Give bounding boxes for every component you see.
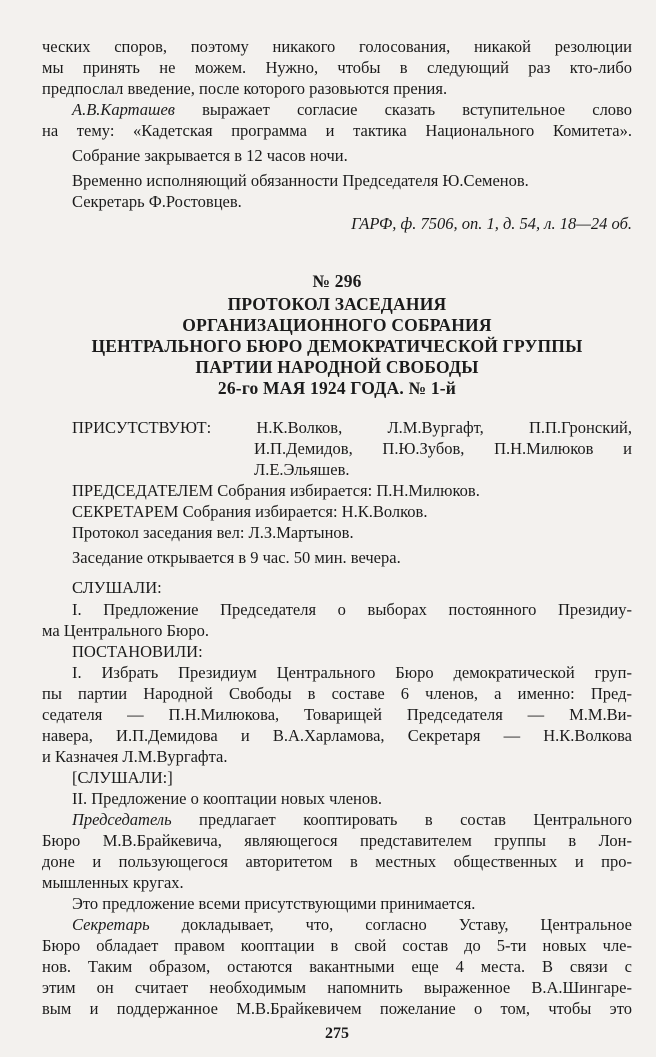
text-line: СЕКРЕТАРЕМ Собрания избирается: Н.К.Волков. (72, 502, 428, 521)
document-title: ПАРТИИ НАРОДНОЙ СВОБОДЫ (195, 357, 479, 377)
text-line: предпослал введение, после которого разовьются прения. (42, 79, 448, 98)
section-heading: ПОСТАНОВИЛИ: (72, 642, 203, 661)
text-line: нов. Таким образом, остаются вакантными еще 4 места. В связи с (42, 957, 632, 976)
text-line: мышленных кругах. (42, 873, 184, 892)
text-line: ПРИСУТСТВУЮТ: Н.К.Волков, Л.М.Вургафт, П.П.Гронский, (72, 418, 632, 437)
speaker-name: А.В.Карташев (72, 100, 175, 119)
text-line: Временно исполняющий обязанности Председателя Ю.Семенов. (72, 171, 529, 190)
text-line: Председатель предлагает кооптировать в состав Центрального (72, 810, 632, 829)
document-title: ЦЕНТРАЛЬНОГО БЮРО ДЕМОКРАТИЧЕСКОЙ ГРУППЫ (91, 336, 583, 356)
text-line: этим он считает необходимым напомнить выраженное В.А.Шингаре- (42, 978, 632, 997)
text-line: Это предложение всеми присутствующими принимается. (72, 894, 476, 913)
text-line: I. Избрать Президиум Центрального Бюро демократической груп- (72, 663, 632, 682)
text-line: И.П.Демидов, П.Ю.Зубов, П.Н.Милюков и (254, 439, 632, 458)
text-line: А.В.Карташев выражает согласие сказать вступительное слово (72, 100, 632, 119)
document-number: № 296 (312, 271, 362, 291)
document-title: ОРГАНИЗАЦИОННОГО СОБРАНИЯ (182, 315, 492, 335)
text-line: Л.Е.Эльяшев. (254, 460, 350, 479)
speaker-name: Председатель (72, 810, 172, 829)
text-line: Бюро М.В.Брайкевича, являющегося представителем группы в Лон- (42, 831, 632, 850)
page-number: 275 (325, 1025, 349, 1042)
text-line: вым и поддержанное М.В.Брайкевичем пожелание о том, чтобы это (42, 999, 632, 1018)
text-line: доне и пользующегося авторитетом в местных общественных и про- (42, 852, 632, 871)
document-date: 26-го МАЯ 1924 ГОДА. № 1-й (217, 378, 457, 398)
text-line: ма Центрального Бюро. (42, 621, 209, 640)
section-heading: [СЛУШАЛИ:] (72, 768, 173, 787)
text-line: на тему: «Кадетская программа и тактика Национального Комитета». (42, 121, 632, 140)
text-line: ПРЕДСЕДАТЕЛЕМ Собрания избирается: П.Н.Милюков. (72, 481, 480, 500)
text-line: Секретарь докладывает, что, согласно Уставу, Центральное (72, 915, 632, 934)
archive-reference: ГАРФ, ф. 7506, оп. 1, д. 54, л. 18—24 об. (351, 214, 632, 233)
text-line: I. Предложение Председателя о выборах постоянного Президиу- (72, 600, 632, 619)
text-line: навера, И.П.Демидова и В.А.Харламова, Секретаря — Н.К.Волкова (42, 726, 632, 745)
text-line: II. Предложение о кооптации новых членов. (72, 789, 383, 808)
text-line: Бюро обладает правом кооптации в свой состав до 5-ти новых чле- (42, 936, 632, 955)
text-line: мы принять не можем. Нужно, чтобы в следующий раз кто-либо (42, 58, 632, 77)
speaker-name: Секретарь (72, 915, 150, 934)
document-title: ПРОТОКОЛ ЗАСЕДАНИЯ (227, 294, 447, 314)
text-line: Собрание закрывается в 12 часов ночи. (72, 146, 348, 165)
section-heading: СЛУШАЛИ: (72, 578, 162, 597)
text-line: ческих споров, поэтому никакого голосования, никакой резолюции (42, 37, 632, 56)
text-line: пы партии Народной Свободы в составе 6 членов, а именно: Пред- (42, 684, 632, 703)
text-line: и Казначея Л.М.Вургафта. (42, 747, 228, 766)
text-line: Секретарь Ф.Ростовцев. (72, 192, 242, 211)
text-line: Заседание открывается в 9 час. 50 мин. вечера. (72, 548, 401, 567)
text-line: Протокол заседания вел: Л.З.Мартынов. (72, 523, 354, 542)
text-line: седателя — П.Н.Милюкова, Товарищей Председателя — М.М.Ви- (42, 705, 632, 724)
